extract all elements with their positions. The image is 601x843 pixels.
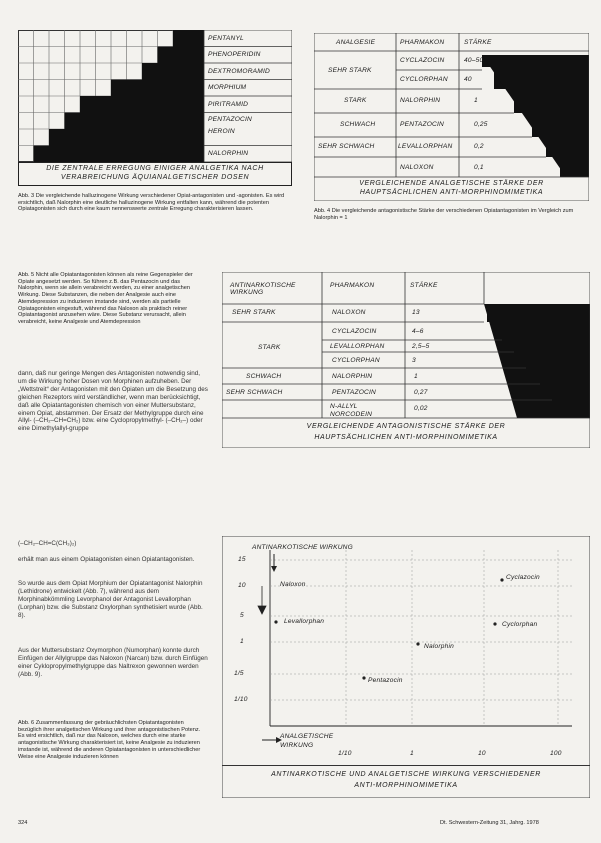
- body-paragraph-3: So wurde aus dem Opiat Morphium der Opiatantagonist Nalorphin (Lethidrone) entwickelt (Abb. 7), während aus dem Morphinabkömmling Levorphanol der Antagonist Levallorphan (Lorphan) bzw. die Substanz Oxylorphan synthetisiert wurde (Abb. 8).: [18, 580, 203, 619]
- fig4-drug-pentazocin: PENTAZOCIN: [400, 121, 445, 128]
- fig7-y-tick-1: 1: [240, 638, 244, 645]
- fig3-caption: Abb. 3 Die vergleichende halluzinogene Wirkung verschiedener Opiat-antagonisten und -agonisten. Es wird ersichtlich, daß Nalorphin eine deutliche halluzinogene Wirkung entfalten kann, während die potenten Opiatagonisten sich durch eine kaum nennenswerte zentrale Erregung charakterisieren lassen.: [18, 193, 285, 213]
- fig6-group-sehr-stark: SEHR STARK: [232, 309, 276, 316]
- fig4-footer-line1: VERGLEICHENDE ANALGETISCHE STÄRKE DER: [359, 180, 544, 187]
- fig4-value-nalorphin: 1: [474, 97, 478, 104]
- fig3-label-morphium: MORPHIUM: [208, 84, 247, 91]
- fig4-drug-naloxon: NALOXON: [400, 164, 434, 171]
- journal-name: Dt. Schwestern-Zeitung 31, Jahrg. 1978: [440, 820, 539, 826]
- fig6-value-levallorphan: 2,5–5: [412, 343, 430, 350]
- body-formula: (–CH₂–CH=C(CH₃)₂): [18, 540, 77, 547]
- fig7-point-levallorphan: Levallorphan: [284, 618, 325, 625]
- fig3-label-piritramid: PIRITRAMID: [208, 101, 249, 108]
- fig7-y-tick-5: 5: [240, 612, 244, 619]
- fig7-point-naloxon: Naloxon: [280, 581, 306, 588]
- fig6-drug-nalorphin: NALORPHIN: [332, 373, 373, 380]
- figure-6-table: [222, 272, 590, 448]
- fig4-value-levallorphan: 0,2: [474, 143, 484, 150]
- fig7-y-tick-15: 15: [238, 556, 246, 563]
- fig7-y-title: ANTINARKOTISCHE WIRKUNG: [252, 544, 353, 551]
- fig4-group-schwach: SCHWACH: [340, 121, 376, 128]
- figure-3-staircase: [18, 30, 292, 162]
- fig4-header-staerke: STÄRKE: [464, 39, 492, 46]
- body-paragraph-4: Aus der Muttersubstanz Oxymorphon (Numorphan) konnte durch Einfügen der Allylgruppe das Naloxon (Narcan) bzw. durch Einfügen einer Cyklopropylmethylgruppe das Naltrexon gewonnen werden (Abb. 9).: [18, 647, 208, 678]
- fig6-header-staerke: STÄRKE: [410, 282, 438, 289]
- fig6-drug-pentazocin: PENTAZOCIN: [332, 389, 377, 396]
- fig6-value-naloxon: 13: [412, 309, 420, 316]
- fig3-label-nalorphin: NALORPHIN: [208, 150, 249, 157]
- fig7-y-tick-1-5: 1/5: [234, 670, 244, 677]
- fig6-drug-cyclazocin: CYCLAZOCIN: [332, 328, 377, 335]
- fig5-caption: Abb. 5 Nicht alle Opiatantagonisten können als reine Gegenspieler der Opiate angesetzt werden. So führen z.B. das Pentazocin und das Nalorphin, wenn sie allein verabreicht werden, zu einer analgetischen Wirkung. Diese Substanzen, die neben der Analgesie auch eine Atemdepression zu induzieren imstande sind, werden als partielle Opiatagonisten eingestuft, während das Naloxon als praktisch reiner Opiatantagonist anzusehen wäre. Diese Substanz verursacht, allein verabreicht, keine Analgesie und Atemdepression: [18, 272, 193, 325]
- fig4-group-stark: STARK: [344, 97, 367, 104]
- figure-7: [222, 536, 590, 798]
- fig4-drug-levallorphan: LEVALLORPHAN: [398, 143, 453, 150]
- fig4-drug-cyclazocin: CYCLAZOCIN: [400, 57, 445, 64]
- page-number: 324: [18, 820, 28, 826]
- fig6-group-stark: STARK: [258, 344, 281, 351]
- fig6-value-cyclorphan: 3: [412, 357, 416, 364]
- fig3-label-heroin: HEROIN: [208, 128, 235, 135]
- fig7-point-cyclorphan: Cyclorphan: [502, 621, 538, 628]
- fig6-group-schwach: SCHWACH: [246, 373, 282, 380]
- fig3-label-pentazocin: PENTAZOCIN: [208, 116, 253, 123]
- fig4-footer-line2: HAUPTSÄCHLICHEN ANTI-MORPHINOMIMETIKA: [359, 189, 544, 196]
- fig6-value-pentazocin: 0,27: [414, 389, 428, 396]
- fig7-point-cyclazocin: Cyclazocin: [506, 574, 540, 581]
- fig4-group-sehr-stark: SEHR STARK: [328, 67, 372, 74]
- fig7-point-nalorphin: Nalorphin: [424, 643, 455, 650]
- fig4-value-cyclazocin: 40–50: [464, 57, 484, 64]
- fig6-footer-line2: HAUPTSÄCHLICHEN ANTI-MORPHINOMIMETIKA: [314, 434, 498, 441]
- body-paragraph-1: dann, daß nur geringe Mengen des Antagonisten notwendig sind, um die Wirkung hoher Dosen von Morphinen aufzuheben. Der „Wettstreit“ der Antagonisten mit den Opiaten um die Besetzung des gleichen Rezeptors wird verständlicher, wenn man berücksichtigt, daß alle Opiatantagonisten chemisch von einer Muttersubstanz, einem Opiat, abstammen. Der Ersatz der Methylgruppe durch eine Allyl- (–CH₂–CH=CH₂) bzw. eine Cyclopropylmethyl- (–CH₂–) oder eine Dimethylallyl-gruppe: [18, 370, 208, 433]
- fig6-drug-naloxon: NALOXON: [332, 309, 366, 316]
- figure-4-table: [314, 33, 589, 201]
- fig6-footer-line1: VERGLEICHENDE ANTAGONISTISCHE STÄRKE DER: [306, 423, 506, 430]
- fig4-value-pentazocin: 0,25: [474, 121, 488, 128]
- fig6-group-sehr-schwach: SEHR SCHWACH: [226, 389, 283, 396]
- fig4-header-pharmakon: PHARMAKON: [400, 39, 445, 46]
- fig6-header-pharmakon: PHARMAKON: [330, 282, 375, 289]
- fig7-x-title-2: WIRKUNG: [280, 742, 314, 749]
- fig6-header-wirkung: ANTINARKOTISCHE WIRKUNG: [230, 282, 296, 296]
- figure-3: [18, 30, 292, 186]
- fig7-x-tick-1: 1: [410, 750, 414, 757]
- fig7-x-tick-10: 10: [478, 750, 486, 757]
- fig4-value-cyclorphan: 40: [464, 76, 472, 83]
- fig4-drug-cyclorphan: CYCLORPHAN: [400, 76, 448, 83]
- fig6-drug-levallorphan: LEVALLORPHAN: [330, 343, 385, 350]
- fig6-drug-cyclorphan: CYCLORPHAN: [332, 357, 380, 364]
- figure-4: [314, 33, 589, 201]
- body-paragraph-2: erhält man aus einem Opiatagonisten einen Opiatantagonisten.: [18, 556, 195, 563]
- fig3-footer-line1: DIE ZENTRALE ERREGUNG EINIGER ANALGETIKA NACH: [46, 165, 264, 172]
- fig4-caption: Abb. 4 Die vergleichende antagonistische Stärke der verschiedenen Opiatantagonisten im Vergleich zum Nalorphin = 1: [314, 208, 574, 221]
- figure-6: [222, 272, 590, 448]
- fig7-x-tick-100: 100: [550, 750, 562, 757]
- fig7-y-tick-10: 10: [238, 582, 246, 589]
- fig7-footer-line2: ANTI-MORPHINOMIMETIKA: [354, 782, 458, 789]
- fig4-header-analgesie: ANALGESIE: [336, 39, 376, 46]
- fig6-value-n-allyl-norcodein: 0,02: [414, 405, 428, 412]
- fig7-point-pentazocin: Pentazocin: [368, 677, 403, 684]
- fig7-footer-divider: [222, 765, 590, 766]
- fig4-value-naloxon: 0,1: [474, 164, 484, 171]
- fig3-label-dextromoramid: DEXTROMORAMID: [208, 68, 270, 75]
- fig6-value-nalorphin: 1: [414, 373, 418, 380]
- fig3-footer-line2: VERABREICHUNG ÄQUIANALGETISCHER DOSEN: [60, 174, 250, 181]
- fig7-footer-line1: ANTINARKOTISCHE UND ANALGETISCHE WIRKUNG VERSCHIEDENER: [271, 771, 541, 778]
- fig6-caption: Abb. 6 Zusammenfassung der gebräuchlichsten Opiatantagonisten bezüglich ihrer analgetischen Wirkung und ihrer antagonistischen Potenz. Es wird ersichtlich, daß nur das Naloxon, welches durch eine starke antagonistische Wirkung charakterisiert ist, keine Analgesie zu induzieren imstande ist, während die anderen Opiatantagonisten in unterschiedlicher Weise eine Analgesie induzieren können: [18, 720, 201, 760]
- fig3-label-phenoperidin: PHENOPERIDIN: [208, 51, 261, 58]
- fig7-y-tick-1-10: 1/10: [234, 696, 248, 703]
- fig4-drug-nalorphin: NALORPHIN: [400, 97, 441, 104]
- fig3-label-pentanyl: PENTANYL: [208, 35, 244, 42]
- fig6-value-cyclazocin: 4–6: [412, 328, 424, 335]
- fig4-group-sehr-schwach: SEHR SCHWACH: [318, 143, 375, 150]
- fig7-x-tick-1-10: 1/10: [338, 750, 352, 757]
- fig7-x-title-1: ANALGETISCHE: [280, 733, 334, 740]
- fig6-drug-n-allyl-norcodein: N-ALLYL NORCODEIN: [330, 403, 373, 418]
